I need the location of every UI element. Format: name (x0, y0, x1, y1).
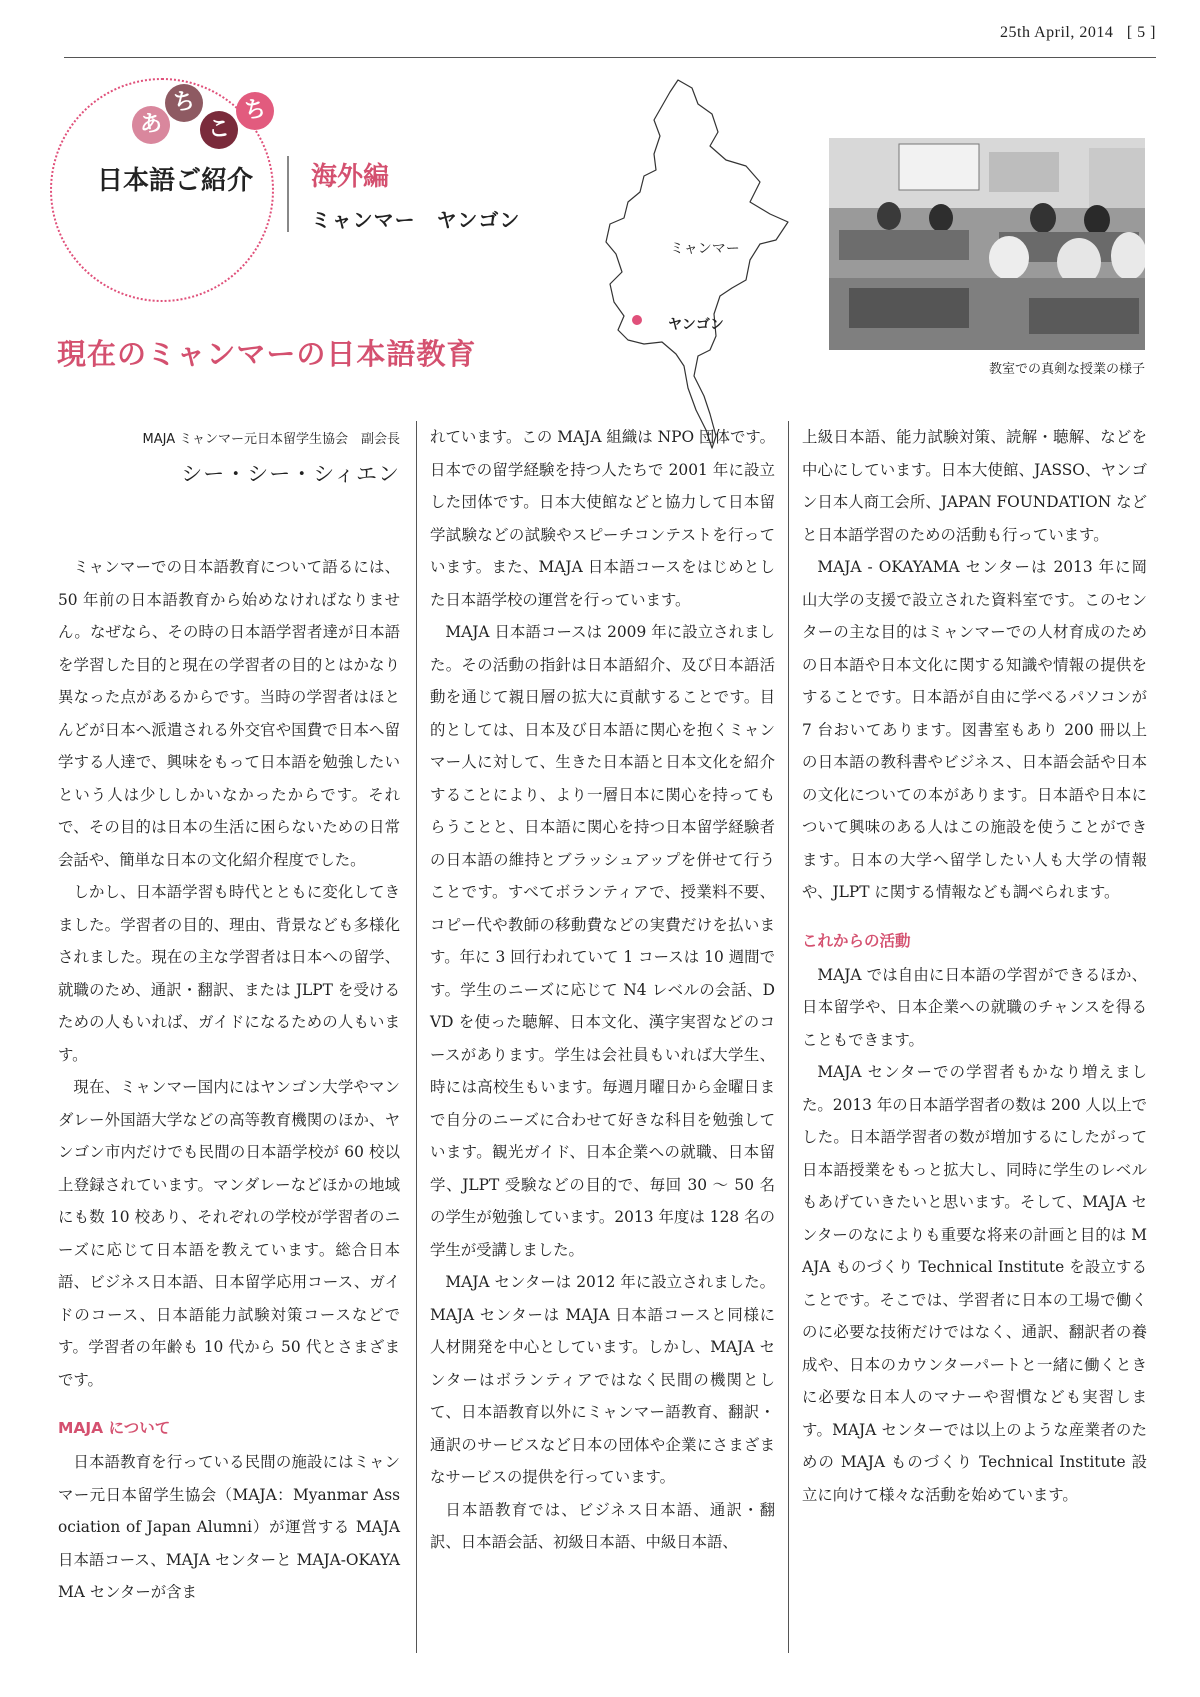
map-label-city: ヤンゴン (668, 317, 724, 333)
classroom-photo (829, 138, 1145, 350)
paragraph: れています。この MAJA 組織は NPO 団体です。日本での留学経験を持つ人たちで 2001 年に設立した団体です。日本大使館などと協力して日本留学試験などの試験やスピーチコンテストを行っています。また、MAJA 日本語コースをはじめとした日本語学校の運営を行っています。 (430, 428, 775, 609)
section-heading: これからの活動 (802, 931, 911, 950)
paragraph: 上級日本語、能力試験対策、読解・聴解、などを中心にしています。日本大使館、JASSO、ヤンゴン日本人商工会所、JAPAN FOUNDATION などと日本語学習のための活動も行っています。 (802, 428, 1147, 544)
paragraph: しかし、日本語学習も時代とともに変化してきました。学習者の目的、理由、背景なども多様化されました。現在の主な学習者は日本への留学、就職のため、通訳・翻訳、または JLPT を受けるための人もいれば、ガイドになるための人もいます。 (58, 883, 400, 1064)
classroom-photo-image (829, 138, 1145, 350)
section-heading: MAJA について (58, 1419, 171, 1437)
photo-caption: 教室での真剣な授業の様子 (988, 362, 1145, 377)
author-role: MAJA ミャンマー元日本留学生協会 副会長 (142, 432, 400, 447)
paragraph: MAJA - OKAYAMA センターは 2013 年に岡山大学の支援で設立された資料室です。このセンターの主な目的はミャンマーでの人材育成のための日本語や日本文化に関する知識や情報の提供をすることです。日本語が自由に学べるパソコンが 7 台おいてあります。図書室もあり 200 冊以上の日本語の教科書やビジネス、日本語会話や日本の文化についての本があります。日本語や日本について興味のある人はこの施設を使うことができます。日本の大学へ留学したい人も大学の情報や、JLPT に関する情報なども調べられます。 (802, 558, 1147, 901)
article-headline: 現在のミャンマーの日本語教育 (57, 337, 477, 371)
article-column-3 (802, 421, 1147, 1511)
series-title: 日本語ご紹介 (97, 166, 254, 196)
header-rule (64, 57, 1156, 58)
paragraph: ミャンマーでの日本語教育について語るには、50 年前の日本語教育から始めなければなりません。なぜなら、その時の日本語学習者達が日本語を学習した目的と現在の学習者の目的とはかなり異なった点があるからです。当時の学習者はほとんどが日本へ派遣される外交官や国費で日本へ留学する人達で、興味をもって日本語を勉強したいという人は少ししかいなかったからです。それで、その目的は日本の生活に困らないための日常会話や、簡単な日本の文化紹介程度でした。 (58, 558, 400, 869)
article-column-2 (430, 421, 775, 1559)
date-text: 25th April, 2014 (1000, 24, 1114, 41)
title-divider (287, 156, 289, 232)
paragraph: MAJA センターでの学習者もかなり増えました。2013 年の日本語学習者の数は 200 人以上でした。日本語学習者の数が増加するにしたがって日本語授業をもっと拡大し、同時に学生のレベルもあげていきたいと思います。そして、MAJA センターのなによりも重要な将来の計画と目的は MAJA ものづくり Technical Institute を設立することです。そこでは、学習者に日本の工場で働くのに必要な技術だけではなく、通訳、翻訳者の養成や、日本のカウンターパートと一緒に働くときに必要な日本人のマナーや習慣なども実習します。MAJA センターでは以上のような産業者のための MAJA ものづくり Technical Institute 設立に向けて様々な活動を始めています。 (802, 1063, 1147, 1504)
map-label-country: ミャンマー (670, 241, 740, 257)
bubble-ko: こ (200, 111, 238, 149)
bubble-chi: ち (165, 84, 203, 122)
column-divider (416, 421, 417, 1653)
column-divider (788, 421, 789, 1653)
paragraph: MAJA センターは 2012 年に設立されました。MAJA センターは MAJA 日本語コースと同様に人材開発を中心としています。しかし、MAJA センターはボランティアではなく民間の機関として、日本語教育以外にミャンマー語教育、翻訳・通訳のサービスなど日本の団体や企業にさまざまなサービスの提供を行っています。 (430, 1273, 775, 1486)
paragraph: MAJA 日本語コースは 2009 年に設立されました。その活動の指針は日本語紹介、及び日本語活動を通じて親日層の拡大に貢献することです。目的としては、日本及び日本語に関心を抱くミャンマー人に対して、生きた日本語と日本文化を紹介することにより、より一層日本に関心を持ってもらうことと、日本語に関心を持つ日本留学経験者の日本語の維持とブラッシュアップを併せて行うことです。すべてボランティアで、授業料不要、コピー代や教師の移動費などの実費だけを払います。年に 3 回行われていて 1 コースは 10 週間です。学生のニーズに応じて N4 レベルの会話、DVD を使った聴解、日本文化、漢字実習などのコースがあります。学生は会社員もいれば大学生、時には高校生もいます。毎週月曜日から金曜日まで自分のニーズに合わせて好きな科目を勉強しています。観光ガイド、日本企業への就職、日本留学、JLPT 受験などの目的で、毎回 30 ～ 50 名の学生が勉強しています。2013 年度は 128 名の学生が受講しました。 (430, 623, 775, 1259)
page-number: [ 5 ] (1126, 24, 1156, 41)
paragraph: 現在、ミャンマー国内にはヤンゴン大学やマンダレー外国語大学などの高等教育機関のほか、ヤンゴン市内だけでも民間の日本語学校が 60 校以上登録されています。マンダレーなどほかの地域にも数 10 校あり、それぞれの学校が学習者のニーズに応じて日本語を教えています。総合日本語、ビジネス日本語、日本留学応用コース、ガイドのコース、日本語能力試験対策コースなどです。学習者の年齢も 10 代から 50 代とさまざまです。 (58, 1078, 400, 1389)
paragraph: 日本語教育を行っている民間の施設にはミャンマー元日本留学生協会（MAJA：Myanmar Association of Japan Alumni）が運営する MAJA 日本語コース、MAJA センターと MAJA-OKAYAMA センターが含ま (58, 1453, 400, 1601)
category-title: 海外編 (311, 162, 390, 192)
author-name: シー・シー・シィエン (181, 462, 400, 486)
bubble-chi-2: ち (236, 92, 274, 130)
paragraph: 日本語教育では、ビジネス日本語、通訳・翻訳、日本語会話、初級日本語、中級日本語、 (430, 1500, 775, 1551)
paragraph: MAJA では自由に日本語の学習ができるほか、日本留学や、日本企業への就職のチャンスを得ることもできます。 (802, 965, 1147, 1049)
article-column-1 (58, 551, 400, 1609)
bubble-a: あ (132, 106, 170, 144)
myanmar-map (600, 74, 800, 454)
issue-date (1000, 24, 1156, 42)
location-title: ミャンマー ヤンゴン (311, 208, 521, 232)
